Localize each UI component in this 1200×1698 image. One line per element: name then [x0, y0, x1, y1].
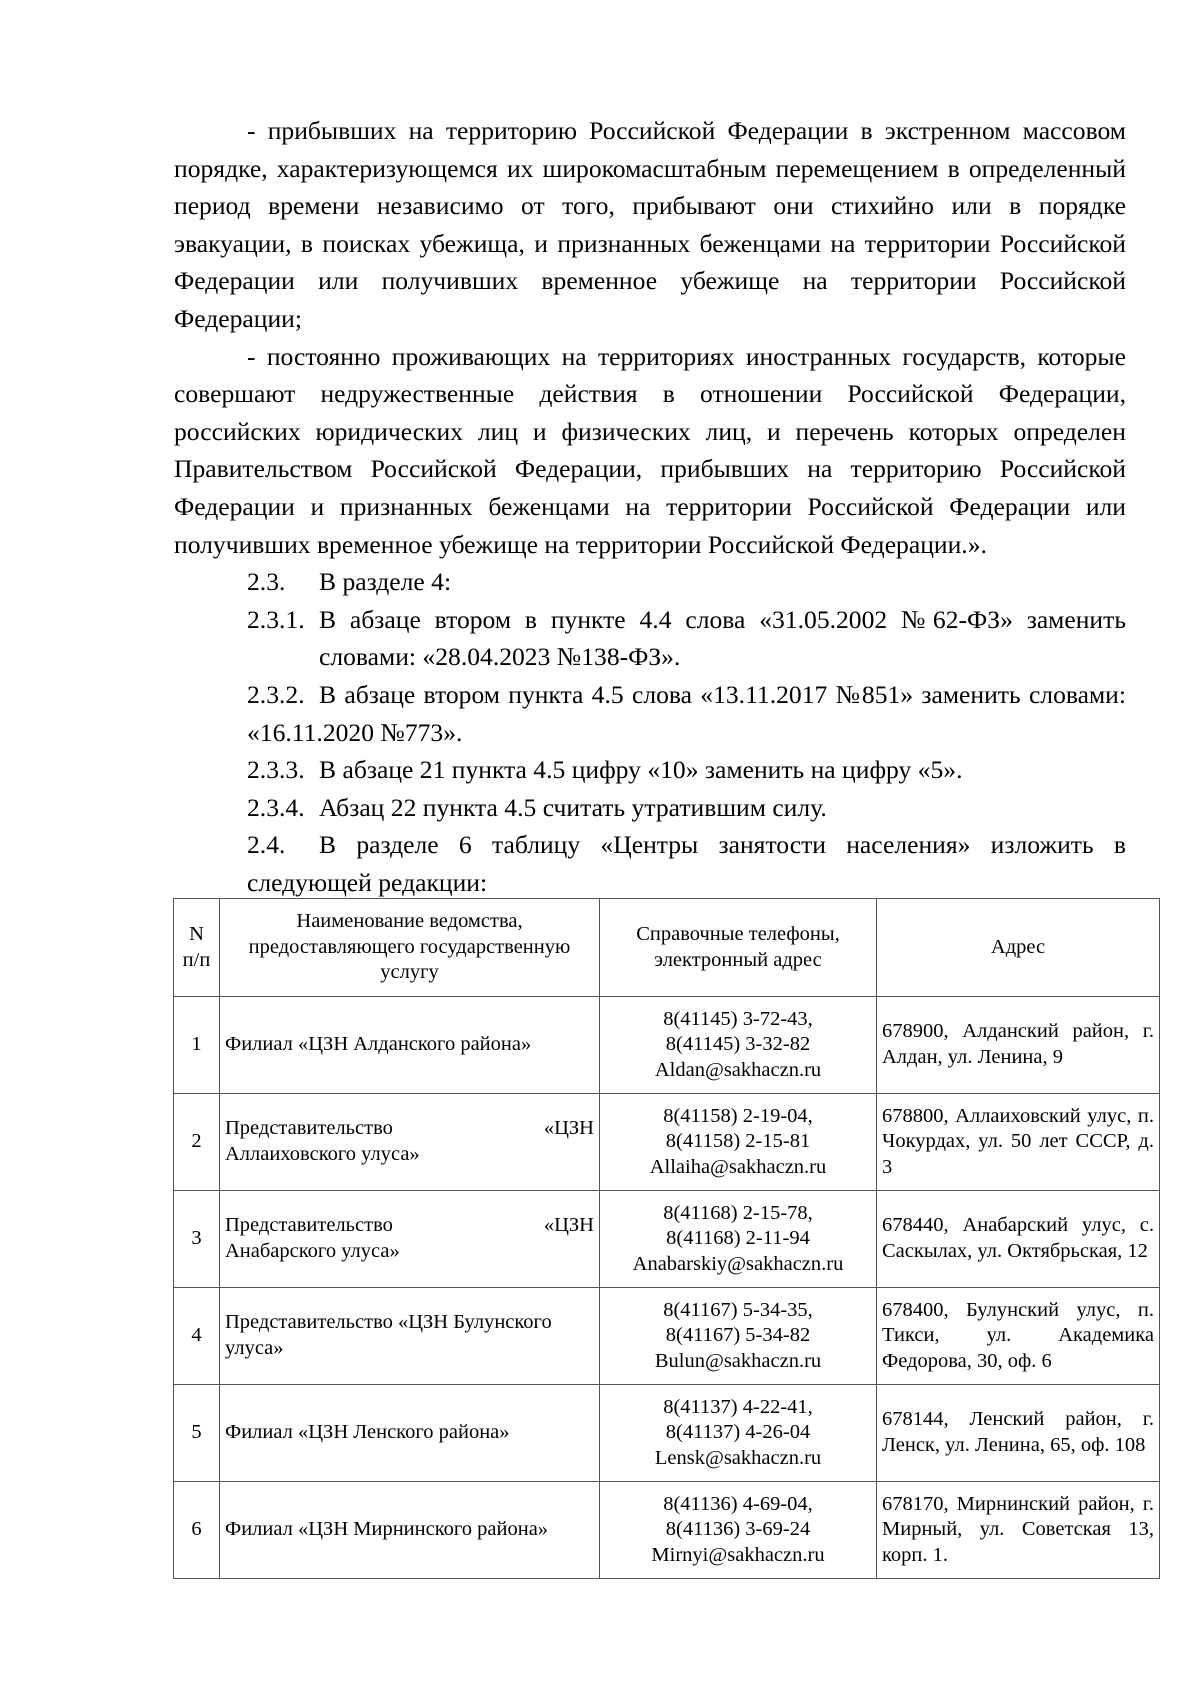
table-header-row [174, 899, 1160, 997]
row-number: 6 [174, 1482, 220, 1579]
body-text [174, 112, 1126, 901]
list-item [174, 789, 1126, 827]
email: Bulun@sakhaczn.ru [654, 1349, 822, 1372]
address: 678400, Булунский улус, п. Тикси, ул. Академика Федорова, 30, оф. 6 [877, 1288, 1160, 1385]
phone: 8(41136) 3-69-24 [665, 1518, 811, 1541]
header-name: Наименование ведомства, предоставляющего государственную услугу [220, 899, 600, 997]
email: Allaiha@sakhaczn.ru [649, 1155, 827, 1178]
contact-cell [600, 1482, 877, 1579]
contact-cell [600, 1288, 877, 1385]
address: 678144, Ленский район, г. Ленск, ул. Ленина, 65, оф. 108 [877, 1385, 1160, 1482]
email: Mirnyi@sakhaczn.ru [651, 1543, 825, 1566]
item-number: 2.3. [247, 567, 286, 597]
item-number: 2.3.1. [247, 604, 305, 634]
table-row [174, 1288, 1160, 1385]
paragraph: - прибывших на территорию Российской Федерации в экстренном массовом порядке, характеризующемся их широкомасштабным перемещением в определенный период времени независимо от того, прибывают они стихийно или в порядке эвакуации, в поисках убежища, и признанных беженцами на территории Российской Федерации или получивших временное убежище на территории Российской Федерации; [174, 116, 1126, 333]
agency-name: Представительство «ЦЗН Булунского улуса» [220, 1288, 600, 1385]
contact-cell [600, 1094, 877, 1191]
phone: 8(41137) 4-22-41, [663, 1395, 813, 1418]
agency-name-part: «ЦЗН [543, 1214, 594, 1237]
address: 678800, Аллаиховский улус, п. Чокурдах, ул. 50 лет СССР, д. 3 [877, 1094, 1160, 1191]
phone: 8(41136) 4-69-04, [663, 1492, 813, 1515]
agency-name-part: Представительство [225, 1117, 393, 1140]
employment-centers-table [173, 898, 1159, 1579]
table-row [174, 1191, 1160, 1288]
list-item [174, 601, 1126, 676]
email: Anabarskiy@sakhaczn.ru [632, 1252, 844, 1275]
email: Aldan@sakhaczn.ru [654, 1058, 822, 1081]
item-number: 2.3.3. [247, 755, 305, 785]
item-text: В абзаце 21 пункта 4.5 цифру «10» заменить на цифру «5». [319, 755, 963, 785]
contact-cell [600, 997, 877, 1094]
phone: 8(41168) 2-15-78, [663, 1201, 813, 1224]
address: 678440, Анабарский улус, с. Саскылах, ул. Октябрьская, 12 [877, 1191, 1160, 1288]
phone: 8(41158) 2-19-04, [663, 1104, 813, 1127]
phone: 8(41168) 2-11-94 [666, 1227, 810, 1250]
item-number: 2.4. [247, 830, 286, 860]
email: Lensk@sakhaczn.ru [654, 1446, 822, 1469]
agency-name [220, 1094, 600, 1191]
table-row [174, 1482, 1160, 1579]
table-row [174, 997, 1160, 1094]
agency-name: Филиал «ЦЗН Ленского района» [220, 1385, 600, 1482]
item-number: 2.3.2. [247, 679, 305, 709]
phone: 8(41167) 5-34-35, [663, 1298, 813, 1321]
agency-name: Филиал «ЦЗН Мирнинского района» [220, 1482, 600, 1579]
phone: 8(41145) 3-32-82 [665, 1033, 811, 1056]
address: 678170, Мирнинский район, г. Мирный, ул. Советская 13, корп. 1. [877, 1482, 1160, 1579]
phone: 8(41158) 2-15-81 [665, 1130, 811, 1153]
header-address: Адрес [877, 899, 1160, 997]
item-text: В разделе 4: [319, 567, 452, 597]
header-num: N п/п [174, 899, 220, 997]
item-text: В разделе 6 таблицу «Центры занятости населения» изложить в следующей редакции: [247, 830, 1126, 897]
item-text: В абзаце втором в пункте 4.4 слова «31.05.2002 №62-ФЗ» заменить словами: «28.04.2023 №138-ФЗ». [319, 604, 1126, 672]
row-number: 2 [174, 1094, 220, 1191]
row-number: 4 [174, 1288, 220, 1385]
agency-name: Филиал «ЦЗН Алданского района» [220, 997, 600, 1094]
list-item [174, 826, 1126, 901]
agency-name [220, 1191, 600, 1288]
contact-cell [600, 1191, 877, 1288]
address: 678900, Алданский район, г. Алдан, ул. Ленина, 9 [877, 997, 1160, 1094]
agency-name-part: Представительство [225, 1214, 393, 1237]
list-item [174, 751, 1126, 789]
item-text: Абзац 22 пункта 4.5 считать утратившим силу. [319, 792, 827, 822]
contact-cell [600, 1385, 877, 1482]
phone: 8(41137) 4-26-04 [665, 1421, 811, 1444]
row-number: 5 [174, 1385, 220, 1482]
table-row [174, 1094, 1160, 1191]
item-number: 2.3.4. [247, 792, 305, 822]
row-number: 3 [174, 1191, 220, 1288]
paragraph: - постоянно проживающих на территориях иностранных государств, которые совершают недружественные действия в отношении Российской Федерации, российских юридических лиц и физических лиц, и перечень которых определен Правительством Российской Федерации, прибывших на территорию Российской Федерации и признанных беженцами на территории Российской Федерации или получивших временное убежище на территории Российской Федерации.». [174, 341, 1126, 559]
header-phones: Справочные телефоны, электронный адрес [600, 899, 877, 997]
phone: 8(41167) 5-34-82 [665, 1324, 811, 1347]
row-number: 1 [174, 997, 220, 1094]
agency-name-part: «ЦЗН [543, 1117, 594, 1140]
item-text: В абзаце втором пункта 4.5 слова «13.11.2017 №851» заменить словами: «16.11.2020 №773». [247, 679, 1126, 747]
phone: 8(41145) 3-72-43, [663, 1007, 813, 1030]
table-row [174, 1385, 1160, 1482]
agency-name-part: Аллаиховского улуса» [225, 1143, 420, 1165]
list-item [174, 563, 1126, 601]
list-item [174, 676, 1126, 751]
agency-name-part: Анабарского улуса» [225, 1240, 400, 1262]
